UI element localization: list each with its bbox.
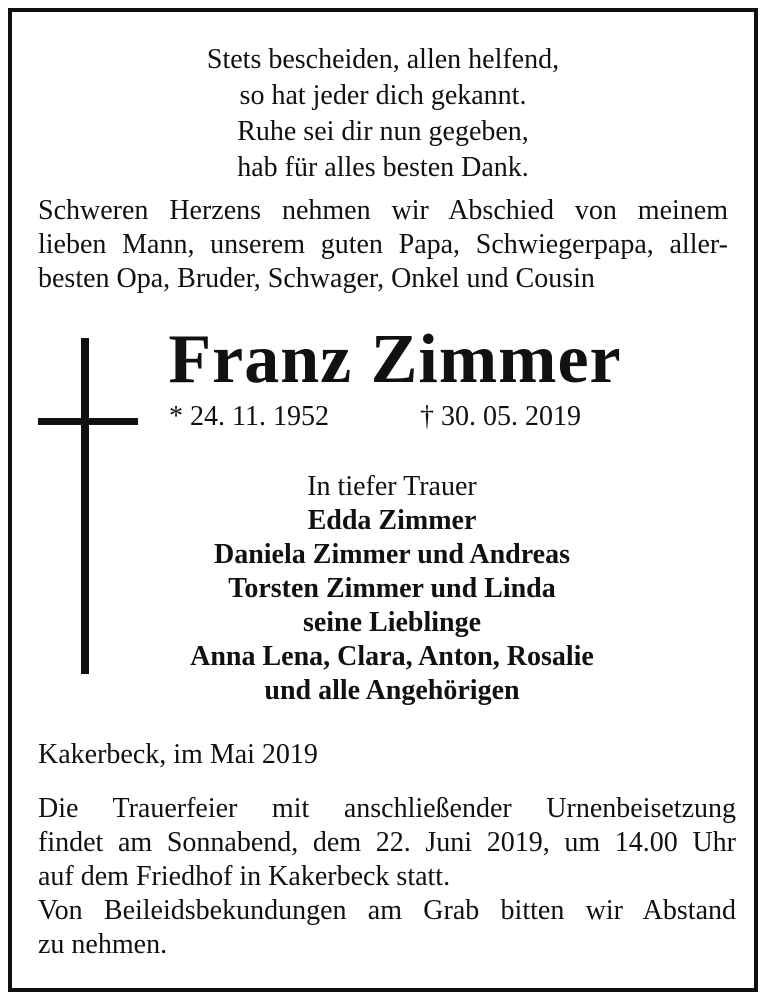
service-line: Die Trauerfeier mit anschließender Urnenbeisetzung xyxy=(38,793,736,824)
mourner-line: Daniela Zimmer und Andreas xyxy=(213,539,570,570)
service-line: Von Beileidsbekundungen am Grab bitten wir Abstand xyxy=(38,895,736,926)
deceased-name: Franz Zimmer xyxy=(168,321,622,398)
farewell-intro xyxy=(38,194,728,296)
place-date: Kakerbeck, im Mai 2019 xyxy=(38,739,318,770)
service-line: zu nehmen. xyxy=(38,929,168,960)
mourners-heading: In tiefer Trauer xyxy=(307,471,477,502)
intro-line: besten Opa, Bruder, Schwager, Onkel und Cousin xyxy=(38,263,595,294)
death-date: † 30. 05. 2019 xyxy=(420,401,581,432)
funeral-service-info xyxy=(38,792,736,962)
poem-line: Ruhe sei dir nun gegeben, xyxy=(237,116,529,147)
poem-line: hab für alles besten Dank. xyxy=(237,152,529,183)
mourner-line: seine Lieblinge xyxy=(302,607,482,638)
intro-line: lieben Mann, unserem guten Papa, Schwiegerpapa, aller- xyxy=(38,229,728,260)
mourner-line: Torsten Zimmer und Linda xyxy=(228,573,556,604)
mourner-line: Anna Lena, Clara, Anton, Rosalie xyxy=(190,641,594,672)
mourner-line: und alle Angehörigen xyxy=(264,675,520,706)
mourner-line: Edda Zimmer xyxy=(307,505,477,536)
memorial-poem xyxy=(12,42,754,186)
poem-line: so hat jeder dich gekannt. xyxy=(239,80,527,111)
mourners-list xyxy=(142,470,642,708)
poem-line: Stets bescheiden, allen helfend, xyxy=(206,44,560,75)
service-line: findet am Sonnabend, dem 22. Juni 2019, um 14.00 Uhr xyxy=(38,827,736,858)
intro-line: Schweren Herzens nehmen wir Abschied von meinem xyxy=(38,195,728,226)
birth-date: * 24. 11. 1952 xyxy=(169,401,329,432)
cross-icon xyxy=(34,338,144,674)
service-line: auf dem Friedhof in Kakerbeck statt. xyxy=(38,861,451,892)
obituary-notice xyxy=(8,8,758,992)
